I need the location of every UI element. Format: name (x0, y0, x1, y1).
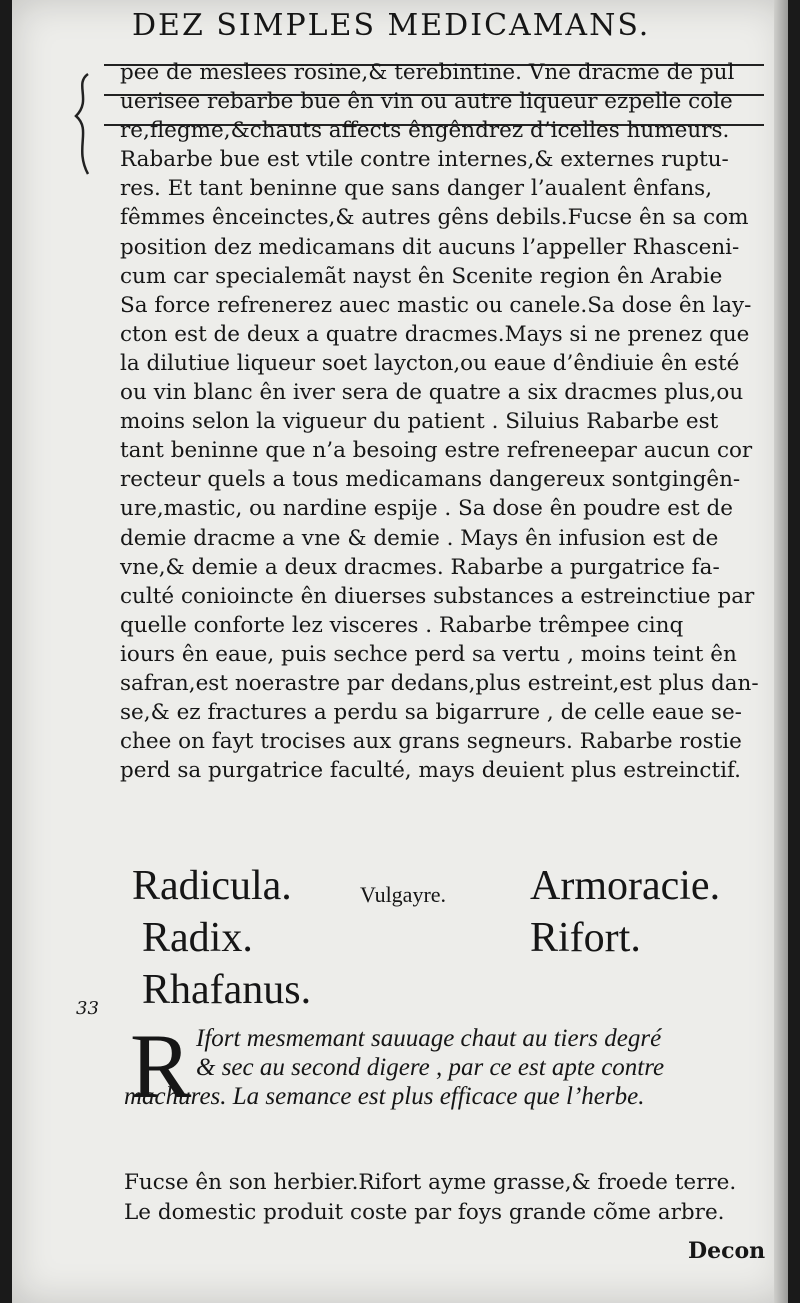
heading-vulgayre-label: Vulgayre. (360, 882, 447, 907)
text-line: machures. La semance est plus efficace que l’herbe. (124, 1083, 645, 1110)
text-line: Fucse ên son herbier.Rifort ayme grasse,& froede terre. (124, 1170, 737, 1195)
text-line: Rabarbe bue est vtile contre internes,& externes ruptu- (120, 147, 729, 173)
catchword: Decon (688, 1238, 766, 1264)
text-line: recteur quels a tous medicamans dangereux sontgingên- (120, 467, 741, 493)
italic-entry-text (124, 1024, 784, 1111)
running-head: DEZ SIMPLES MEDICAMANS. (132, 8, 651, 43)
heading-french-name: Rifort. (530, 915, 641, 961)
annotation-bracket-mark (68, 70, 98, 180)
text-line: res. Et tant beninne que sans danger l’aualent ênfans, (120, 176, 713, 202)
text-line: cum car specialemãt nayst ên Scenite region ên Arabie (120, 263, 723, 289)
text-line: se,& ez fractures a perdu sa bigarrure , de celle eaue se- (120, 700, 742, 726)
text-line: quelle conforte lez visceres . Rabarbe trêmpee cinq (120, 612, 684, 638)
heading-latin-name: Rhafanus. (142, 967, 312, 1013)
entry-heading (132, 862, 772, 1022)
text-line: cton est de deux a quatre dracmes.Mays si ne prenez que (120, 321, 750, 347)
text-line: re,flegme,&chauts affects êngêndrez d’icelles humeurs. (120, 118, 730, 144)
folio-number: 33 (76, 998, 99, 1019)
text-line: uerisee rebarbe bue ên vin ou autre liqueur ezpelle cole (120, 89, 733, 115)
body-text (120, 58, 780, 785)
text-line: pee de meslees rosine,& terebintine. Vne dracme de pul (120, 60, 735, 85)
bottom-text (124, 1168, 784, 1228)
text-line: ure,mastic, ou nardine espije . Sa dose ên poudre est de (120, 496, 734, 522)
text-line: chee on fayt trocises aux grans segneurs. Rabarbe rostie (120, 729, 742, 755)
text-line: culté conioincte ên diuerses substances a estreinctiue par (120, 583, 755, 609)
text-line: fêmmes ênceinctes,& autres gêns debils.Fucse ên sa com (120, 205, 749, 231)
text-line: & sec au second digere , par ce est apte contre (196, 1054, 665, 1081)
text-line: safran,est noerastre par dedans,plus estreint,est plus dan- (120, 670, 759, 696)
text-line: Le domestic produit coste par foys grande cõme arbre. (124, 1200, 725, 1225)
book-page (12, 0, 788, 1303)
text-line: position dez medicamans dit aucuns l’appeller Rhasceni- (120, 234, 740, 260)
heading-french-name: Armoracie. (530, 863, 721, 909)
drop-cap: R (130, 1015, 192, 1117)
text-line: la dilutiue liqueur soet laycton,ou eaue d’êndiuie ên esté (120, 350, 740, 376)
text-line: moins selon la vigueur du patient . Siluius Rabarbe est (120, 409, 719, 435)
text-line: Sa force refrenerez auec mastic ou canele.Sa dose ên lay- (120, 292, 752, 318)
text-line: perd sa purgatrice faculté, mays deuient plus estreinctif. (120, 758, 742, 784)
heading-latin-name: Radicula. (132, 863, 292, 909)
text-line: tant beninne que n’a besoing estre refreneepar aucun cor (120, 438, 753, 464)
text-line: ou vin blanc ên iver sera de quatre a six dracmes plus,ou (120, 380, 744, 406)
text-line: vne,& demie a deux dracmes. Rabarbe a purgatrice fa- (120, 554, 720, 580)
text-line: demie dracme a vne & demie . Mays ên infusion est de (120, 525, 719, 551)
heading-latin-name: Radix. (142, 915, 253, 961)
text-line: iours ên eaue, puis sechce perd sa vertu , moins teint ên (120, 641, 737, 667)
text-line: Ifort mesmemant sauuage chaut au tiers degré (196, 1025, 662, 1052)
